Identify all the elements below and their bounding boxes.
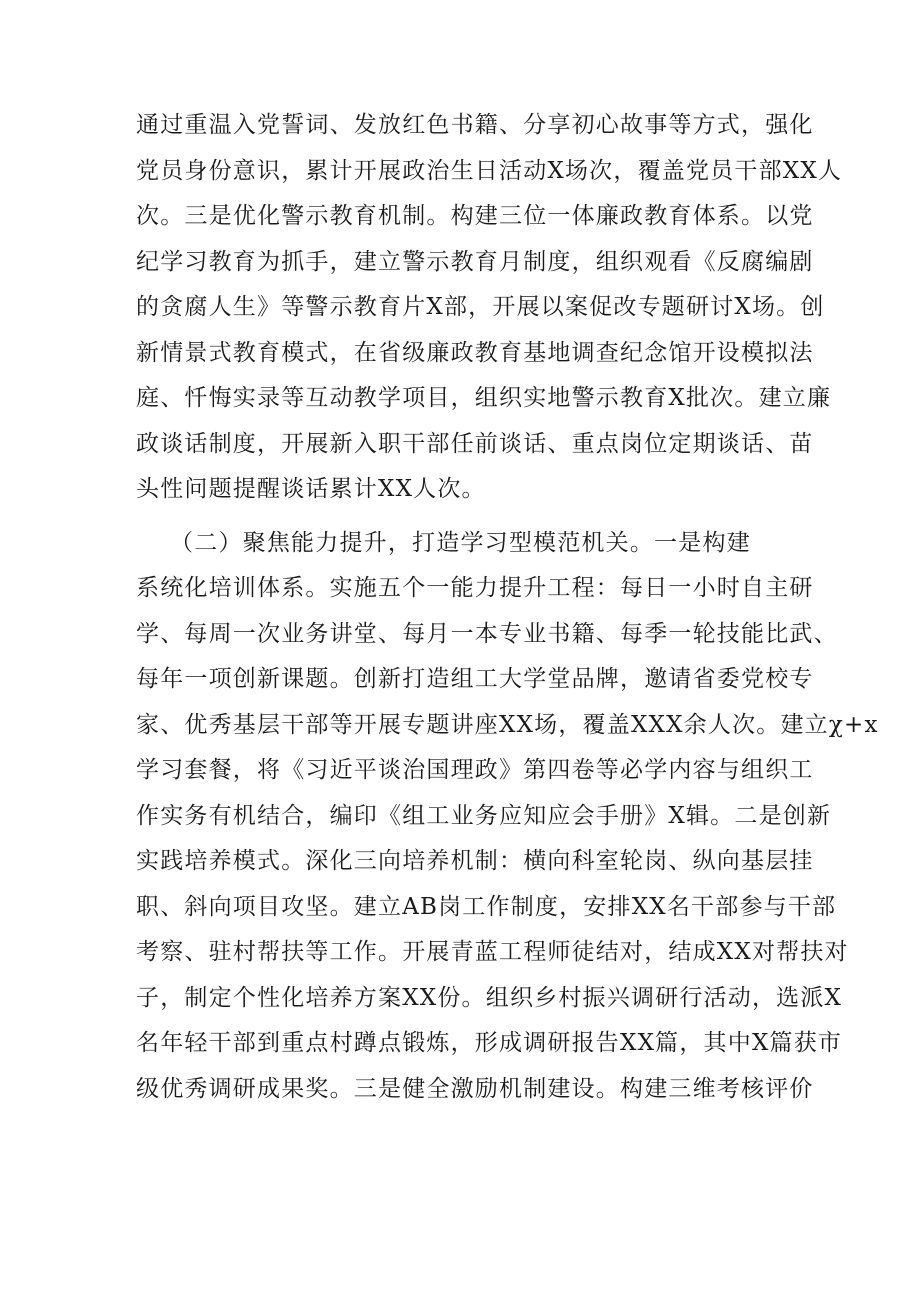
text-line: 头性问题提醒谈话累计XX人次。 <box>136 476 486 502</box>
paragraph-1 <box>136 103 843 513</box>
text-line: 考察、驻村帮扶等工作。开展青蓝工程师徒结对，结成XX对帮扶对 <box>136 939 849 965</box>
text-line: 实践培养模式。深化三向培养机制：横向科室轮岗、纵向基层挂 <box>136 848 814 874</box>
text-line: 学习套餐，将《习近平谈治国理政》第四卷等必学内容与组织工 <box>136 757 814 783</box>
text-line: 系统化培训体系。实施五个一能力提升工程：每日一小时自主研 <box>136 575 814 601</box>
text-line: 庭、忏悔实录等互动教学项目，组织实地警示教育X批次。建立廉 <box>136 385 832 411</box>
paragraph-2 <box>136 521 879 1113</box>
text-line: 家、优秀基层干部等开展专题讲座XX场，覆盖XXX余人次。建立χ+x <box>136 711 879 738</box>
text-line: 政谈话制度，开展新入职干部任前谈话、重点岗位定期谈话、苗 <box>136 430 814 457</box>
text-line: （二）聚焦能力提升，打造学习型模范机关。一是构建 <box>136 529 751 556</box>
text-line: 纪学习教育为抓手，建立警示教育月制度，组织观看《反腐编剧 <box>136 248 814 275</box>
text-line: 党员身份意识，累计开展政治生日活动X场次，覆盖党员干部XX人 <box>136 157 843 184</box>
text-line: 职、斜向项目攻坚。建立AB岗工作制度，安排XX名干部参与干部 <box>136 893 837 920</box>
text-line: 的贪腐人生》等警示教育片X部，开展以案促改专题研讨X场。创 <box>136 294 825 320</box>
text-line: 名年轻干部到重点村蹲点锻炼，形成调研报告XX篇，其中X篇获市 <box>136 1030 843 1056</box>
document-body <box>136 103 879 1112</box>
text-line: 作实务有机结合，编印《组工业务应知应会手册》X辑。二是创新 <box>136 802 832 829</box>
text-line: 通过重温入党誓词、发放红色书籍、分享初心故事等方式，强化 <box>136 112 814 138</box>
text-line: 每年一项创新课题。创新打造组工大学堂品牌，邀请省委党校专 <box>136 666 814 692</box>
text-line: 学、每周一次业务讲堂、每月一本专业书籍、每季一轮技能比武、 <box>136 620 838 647</box>
text-line: 子，制定个性化培养方案XX份。组织乡村振兴调研行活动，选派X <box>136 984 843 1011</box>
text-line: 级优秀调研成果奖。三是健全激励机制建设。构建三维考核评价 <box>136 1075 814 1102</box>
text-line: 新情景式教育模式，在省级廉政教育基地调查纪念馆开设模拟法 <box>136 339 814 366</box>
text-line: 次。三是优化警示教育机制。构建三位一体廉政教育体系。以党 <box>136 203 814 229</box>
paragraph-spacer <box>136 513 796 521</box>
